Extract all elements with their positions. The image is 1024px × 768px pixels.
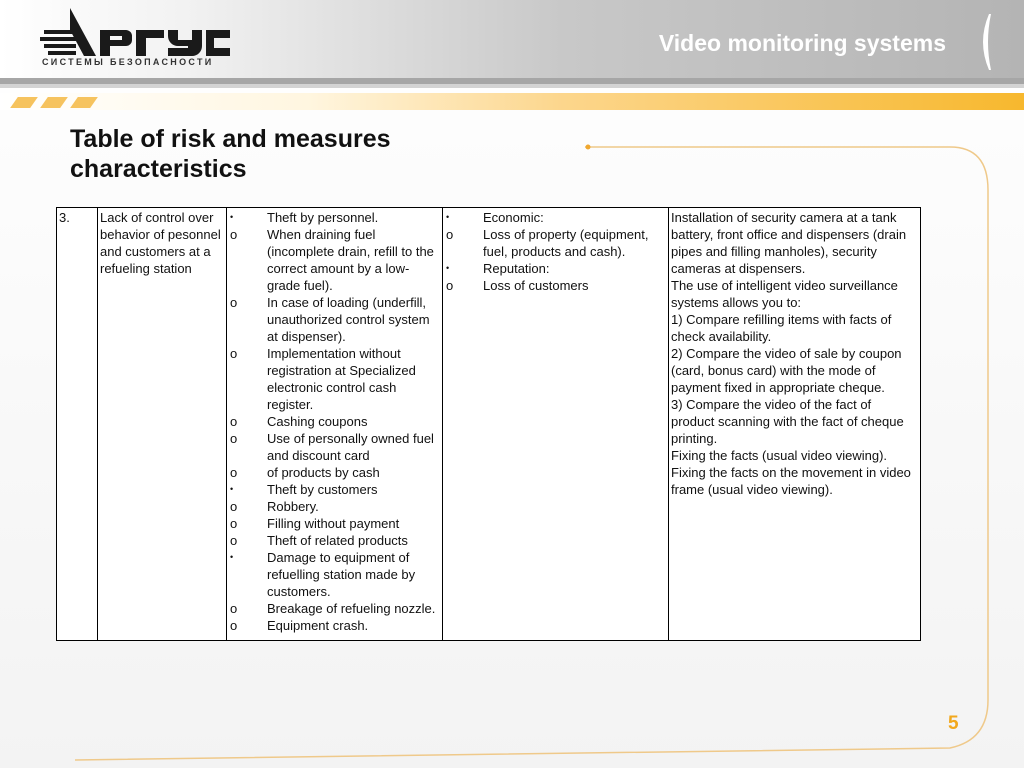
bullet-marker: o	[230, 295, 238, 310]
threats-cell	[227, 208, 443, 641]
bullet-marker: •	[446, 263, 450, 273]
list-item-text: Equipment crash.	[267, 618, 369, 633]
slide-title: Table of risk and measures characteristics	[70, 125, 391, 183]
list-item-text: Cashing coupons	[267, 414, 368, 429]
bullet-marker: o	[230, 431, 238, 446]
list-item	[229, 294, 440, 345]
list-item	[229, 532, 440, 549]
risk-table	[56, 207, 921, 641]
list-item-text: When draining fuel (incomplete drain, refill to the correct amount by a low-grade fuel).	[267, 227, 434, 293]
list-item	[445, 277, 666, 294]
list-item-text: of products by cash	[267, 465, 380, 480]
page-number: 5	[948, 713, 959, 734]
list-item	[229, 464, 440, 481]
header-decoration	[975, 14, 995, 70]
list-item-text: Filling without payment	[267, 516, 400, 531]
measures-cell	[669, 208, 921, 641]
measure-text: 1) Compare refilling items with facts of check availability.	[671, 312, 892, 344]
list-item	[229, 481, 440, 498]
consequences-cell	[443, 208, 669, 641]
measure-text: The use of intelligent video surveillance systems allows you to:	[671, 278, 898, 310]
logo-tagline: СИСТЕМЫ БЕЗОПАСНОСТИ	[42, 57, 214, 67]
list-item-text: Loss of property (equipment, fuel, products and cash).	[483, 227, 649, 259]
list-item-text: Robbery.	[267, 499, 319, 514]
list-item	[229, 345, 440, 413]
bullet-marker: •	[230, 484, 234, 494]
measure-text: 3) Compare the video of the fact of product scanning with the fact of cheque printing.	[671, 397, 904, 446]
bullet-marker: o	[230, 533, 238, 548]
measure-text: Fixing the facts on the movement in video frame (usual video viewing).	[671, 465, 911, 497]
bullet-marker: •	[230, 212, 234, 222]
accent-band	[0, 93, 1024, 110]
row-number: 3.	[59, 210, 70, 225]
list-item	[445, 226, 666, 260]
measure-text: 2) Compare the video of sale by coupon (card, bonus card) with the mode of payment fixed in appropriate cheque.	[671, 346, 902, 395]
table-row	[57, 208, 921, 641]
list-item	[229, 430, 440, 464]
list-item-text: Use of personally owned fuel and discount card	[267, 431, 434, 463]
header-divider-light	[0, 84, 1024, 88]
risk-description: Lack of control over behavior of pesonnel and customers at a refueling station	[100, 210, 221, 276]
measure-text: Fixing the facts (usual video viewing).	[671, 448, 888, 463]
list-item	[229, 600, 440, 617]
bullet-marker: o	[230, 346, 238, 361]
list-item	[445, 209, 666, 226]
list-item	[229, 617, 440, 634]
list-item	[229, 515, 440, 532]
bullet-marker: o	[230, 465, 238, 480]
bullet-marker: o	[230, 618, 238, 633]
risk-cell	[98, 208, 227, 641]
list-item-text: Damage to equipment of refuelling station made by customers.	[267, 550, 416, 599]
list-item-text: Implementation without registration at Specialized electronic control cash register.	[267, 346, 416, 412]
bullet-marker: o	[230, 601, 238, 616]
list-item	[445, 260, 666, 277]
list-item-text: Theft of related products	[267, 533, 408, 548]
list-item	[229, 226, 440, 294]
header-title: Video monitoring systems	[658, 30, 946, 56]
list-item-text: Economic:	[483, 210, 544, 225]
list-item-text: Loss of customers	[483, 278, 589, 293]
list-item	[229, 413, 440, 430]
bullet-marker: •	[446, 212, 450, 222]
list-item-text: Theft by customers	[267, 482, 378, 497]
bullet-marker: o	[230, 227, 238, 242]
list-item-text: In case of loading (underfill, unauthorized control system at dispenser).	[267, 295, 430, 344]
row-number-cell	[57, 208, 98, 641]
list-item-text: Reputation:	[483, 261, 550, 276]
bullet-marker: o	[230, 414, 238, 429]
list-item	[229, 209, 440, 226]
bullet-marker: o	[446, 278, 454, 293]
list-item	[229, 549, 440, 600]
measure-text: Installation of security camera at a tank battery, front office and dispensers (drain pipes and filling manholes), security cameras at dispensers.	[671, 210, 907, 276]
list-item-text: Theft by personnel.	[267, 210, 379, 225]
list-item-text: Breakage of refueling nozzle.	[267, 601, 436, 616]
bullet-marker: o	[230, 516, 238, 531]
bullet-marker: o	[446, 227, 454, 242]
bullet-marker: •	[230, 552, 234, 562]
bullet-marker: o	[230, 499, 238, 514]
list-item	[229, 498, 440, 515]
